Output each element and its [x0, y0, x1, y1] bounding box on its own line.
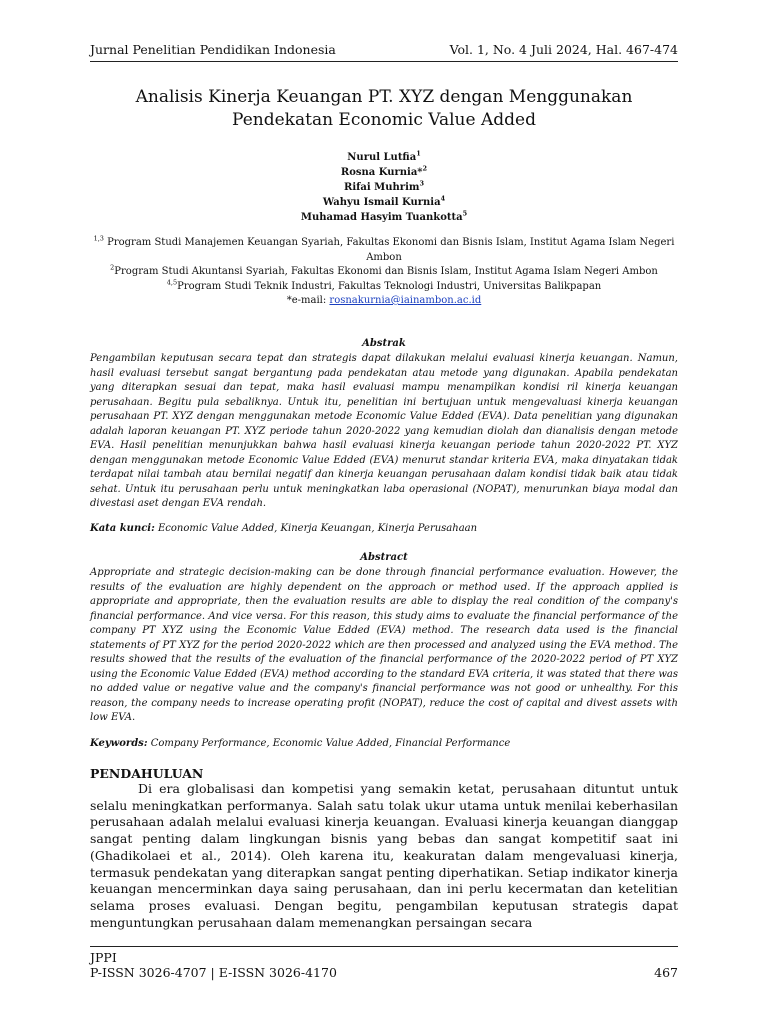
- author-list: [90, 150, 678, 225]
- page-number: 467: [654, 965, 678, 980]
- header-divider: [90, 61, 678, 62]
- abstrak-text: Pengambilan keputusan secara tepat dan strategis dapat dilakukan melalui evaluasi kinerja keuangan. Namun, hasil evaluasi tersebut sangat bergantung pada pendekatan atau metode yang digunakan. Apabila pendekatan yang diterapkan sesuai dan tepat, maka hasil evaluasi mampu menampilkan kondisi ril kinerja keuangan perusahaan. Begitu pula sebaliknya. Untuk itu, penelitian ini bertujuan untuk mengevaluasi kinerja keuangan perusahaan PT. XYZ dengan menggunakan metode Economic Value Edded (EVA). Data penelitian yang digunakan adalah laporan keuangan PT. XYZ periode tahun 2020-2022 yang kemudian diolah dan dianalisis dengan metode EVA. Hasil penelitian menunjukkan bahwa hasil evaluasi kinerja keuangan periode tahun 2020-2022 PT. XYZ dengan menggunakan metode Economic Value Edded (EVA) menurut standar kriteria EVA, maka dinyatakan tidak terdapat nilai tambah atau bernilai negatif dan kinerja keuangan perusahaan dalam kondisi tidak baik atau tidak sehat. Untuk itu perusahaan perlu untuk meningkatkan laba operasional (NOPAT), menurunkan biaya modal dan divestasi aset dengan EVA rendah.: [90, 353, 678, 509]
- abstrak-heading: Abstrak: [362, 338, 406, 349]
- volume-info: Vol. 1, No. 4 Juli 2024, Hal. 467-474: [449, 42, 678, 57]
- affiliation: $^2$Program Studi Akuntansi Syariah, Fakultas Ekonomi dan Bisnis Islam, Institut Agama Islam Negeri Ambon: [110, 263, 658, 277]
- affiliation: $^{4,5}$Program Studi Teknik Industri, Fakultas Teknologi Industri, Universitas Balikpapan: [166, 278, 602, 292]
- footer-divider: [90, 946, 678, 947]
- keywords: Keywords: Company Performance, Economic Value Added, Financial Performance: [90, 738, 511, 749]
- paper-page: [90, 0, 678, 1024]
- email-line: *e-mail: rosnakurnia@iainambon.ac.id: [286, 295, 482, 306]
- affiliation-list: [90, 236, 678, 309]
- abstract-text: Appropriate and strategic decision-making can be done through financial performance evaluation. However, the results of the evaluation are highly dependent on the approach or method used. If the approach applied is appropriate and appropriate, then the evaluation results are able to display the real condition of the company's financial performance. And vice versa. For this reason, this study aims to evaluate the financial performance of the company PT XYZ using the Economic Value Edded (EVA) method. The research data used is the financial statements of PT XYZ for the period 2020-2022 which are then processed and analyzed using the EVA method. The results showed that the results of the evaluation of the financial performance of the 2020-2022 period of PT XYZ using the Economic Value Edded (EVA) method according to the standard EVA criteria, it was stated that there was no added value or negative value and the company's financial performance was not good or unhealthy. For this reason, the company needs to increase operating profit (NOPAT), reduce the cost of capital and divest assets with low EVA.: [90, 567, 678, 723]
- intro-paragraph: Di era globalisasi dan kompetisi yang semakin ketat, perusahaan dituntut untuk selalu meningkatkan performanya. Salah satu tolak ukur utama untuk menilai keberhasilan perusahaan adalah melalui evaluasi kinerja keuangan. Evaluasi kinerja keuangan dianggap sangat penting dalam lingkungan bisnis yang bebas dan sangat kompetitif saat ini (Ghadikolaei et al., 2014). Oleh karena itu, keakuratan dalam mengevaluasi kinerja, termasuk pendekatan yang diterapkan sangat penting diperhatikan. Setiap indikator kinerja keuangan mencerminkan daya saing perusahaan, dan ini perlu kecermatan dan ketelitian selama proses evaluasi. Dengan begitu, pengambilan keputusan strategis dapat menguntungkan perusahaan dalam memenangkan persaingan secara: [90, 781, 678, 930]
- author: Wahyu Ismail Kurnia$^4$: [322, 194, 446, 208]
- author: Rifai Muhrim$^3$: [344, 179, 424, 193]
- journal-name: Jurnal Penelitian Pendidikan Indonesia: [90, 42, 336, 57]
- footer-journal: JPPI: [90, 950, 117, 965]
- running-header: [90, 42, 678, 60]
- footer-issn: P-ISSN 3026-4707 | E-ISSN 3026-4170: [90, 965, 337, 980]
- author: Rosna Kurnia*$^2$: [340, 164, 428, 178]
- paper-title: Analisis Kinerja Keuangan PT. XYZ dengan Menggunakan Pendekatan Economic Value Added: [135, 87, 633, 130]
- affiliation: $^{1,3}$ Program Studi Manajemen Keuangan Syariah, Fakultas Ekonomi dan Bisnis Islam, Institut Agama Islam Negeri Ambon: [93, 234, 675, 263]
- abstract-heading: Abstract: [360, 552, 408, 563]
- email-link[interactable]: rosnakurnia@iainambon.ac.id: [329, 295, 482, 306]
- section-heading: PENDAHULUAN: [90, 766, 204, 781]
- author: Nurul Lutfia$^1$: [347, 149, 421, 163]
- kata-kunci: Kata kunci: Economic Value Added, Kinerja Keuangan, Kinerja Perusahaan: [90, 523, 478, 534]
- author: Muhamad Hasyim Tuankotta$^5$: [300, 209, 468, 223]
